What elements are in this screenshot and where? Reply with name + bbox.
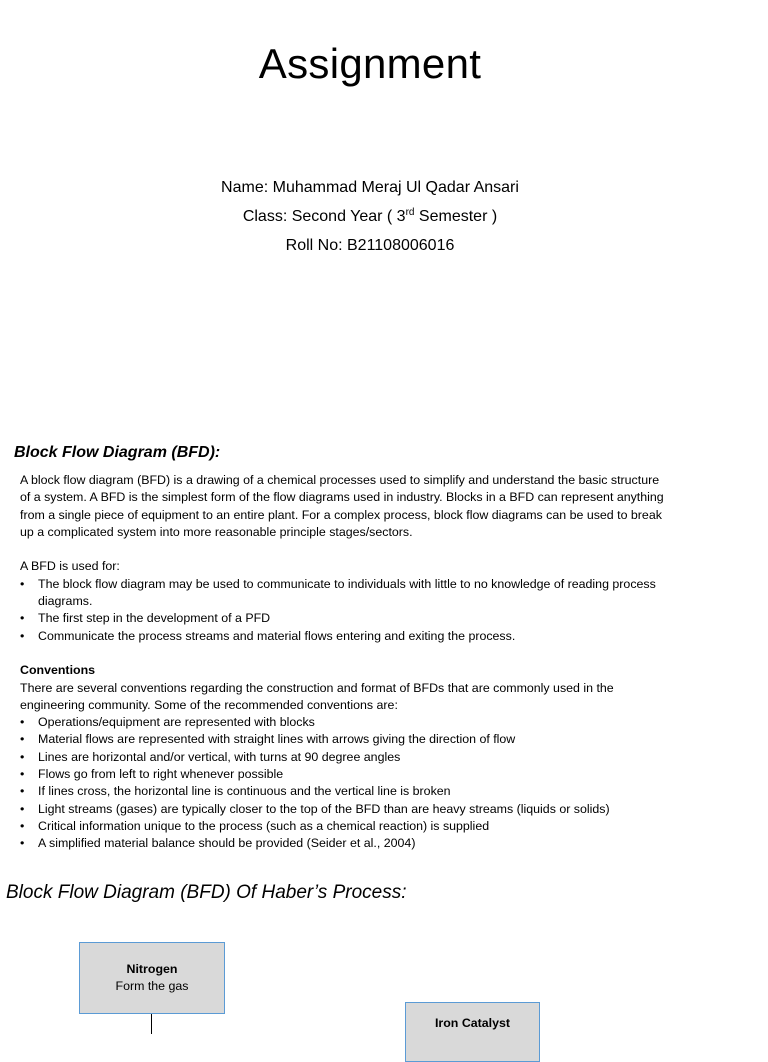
iron-catalyst-block [405, 1002, 540, 1062]
list-item: • Communicate the process streams and material flows entering and exiting the process. [20, 628, 670, 645]
list-item: • Flows go from left to right whenever possible [20, 766, 670, 783]
catalyst-title: Iron Catalyst [434, 1016, 511, 1030]
list-item: • If lines cross, the horizontal line is continuous and the vertical line is broken [20, 783, 670, 800]
list-item: • Light streams (gases) are typically closer to the top of the BFD than are heavy streams (liquids or solids) [20, 801, 670, 818]
list-item: • Operations/equipment are represented with blocks [20, 714, 670, 731]
page-title: Assignment [258, 40, 482, 87]
student-info [0, 173, 740, 260]
conventions-title: Conventions [20, 663, 96, 678]
list-item: • Critical information unique to the process (such as a chemical reaction) is supplied [20, 818, 670, 835]
class-ordinal: rd [405, 207, 415, 218]
nitrogen-block [79, 942, 225, 1014]
list-item: • Material flows are represented with straight lines with arrows giving the direction of flow [20, 731, 670, 748]
student-class [0, 202, 740, 231]
student-name: Name: Muhammad Meraj Ul Qadar Ansari [221, 179, 519, 196]
list-item: • The block flow diagram may be used to communicate to individuals with little to no knowledge of reading process diagrams. [20, 576, 670, 611]
bfd-intro: A block flow diagram (BFD) is a drawing of a chemical processes used to simplify and understand the basic structure of a system. A BFD is the simplest form of the flow diagrams used in industry. Blocks in a BFD can represent anything from a single piece of equipment to an entire plant. For a complex process, block flow diagrams can be used to break up a complicated system into more reasonable principle stages/sectors. [20, 473, 664, 539]
bfd-uses-list [20, 576, 670, 645]
haber-heading: Block Flow Diagram (BFD) Of Haber’s Process: [6, 882, 407, 903]
list-item: • Lines are horizontal and/or vertical, with turns at 90 degree angles [20, 749, 670, 766]
bfd-uses-title: A BFD is used for: [20, 559, 120, 574]
list-item: • The first step in the development of a PFD [20, 610, 670, 627]
student-roll: Roll No: B21108006016 [285, 237, 455, 254]
bfd-heading: Block Flow Diagram (BFD): [14, 444, 221, 461]
nitrogen-title: Nitrogen [126, 962, 178, 976]
list-item: • A simplified material balance should be provided (Seider et al., 2004) [20, 835, 670, 852]
flow-line [151, 1014, 152, 1034]
nitrogen-subtitle: Form the gas [115, 979, 189, 993]
bfd-body [20, 472, 670, 853]
conventions-intro: There are several conventions regarding the construction and format of BFDs that are commonly used in the engineering community. Some of the recommended conventions are: [20, 680, 614, 712]
class-suffix: Semester ) [414, 208, 498, 225]
conventions-list [20, 714, 670, 852]
class-prefix: Class: Second Year ( 3 [242, 208, 406, 225]
